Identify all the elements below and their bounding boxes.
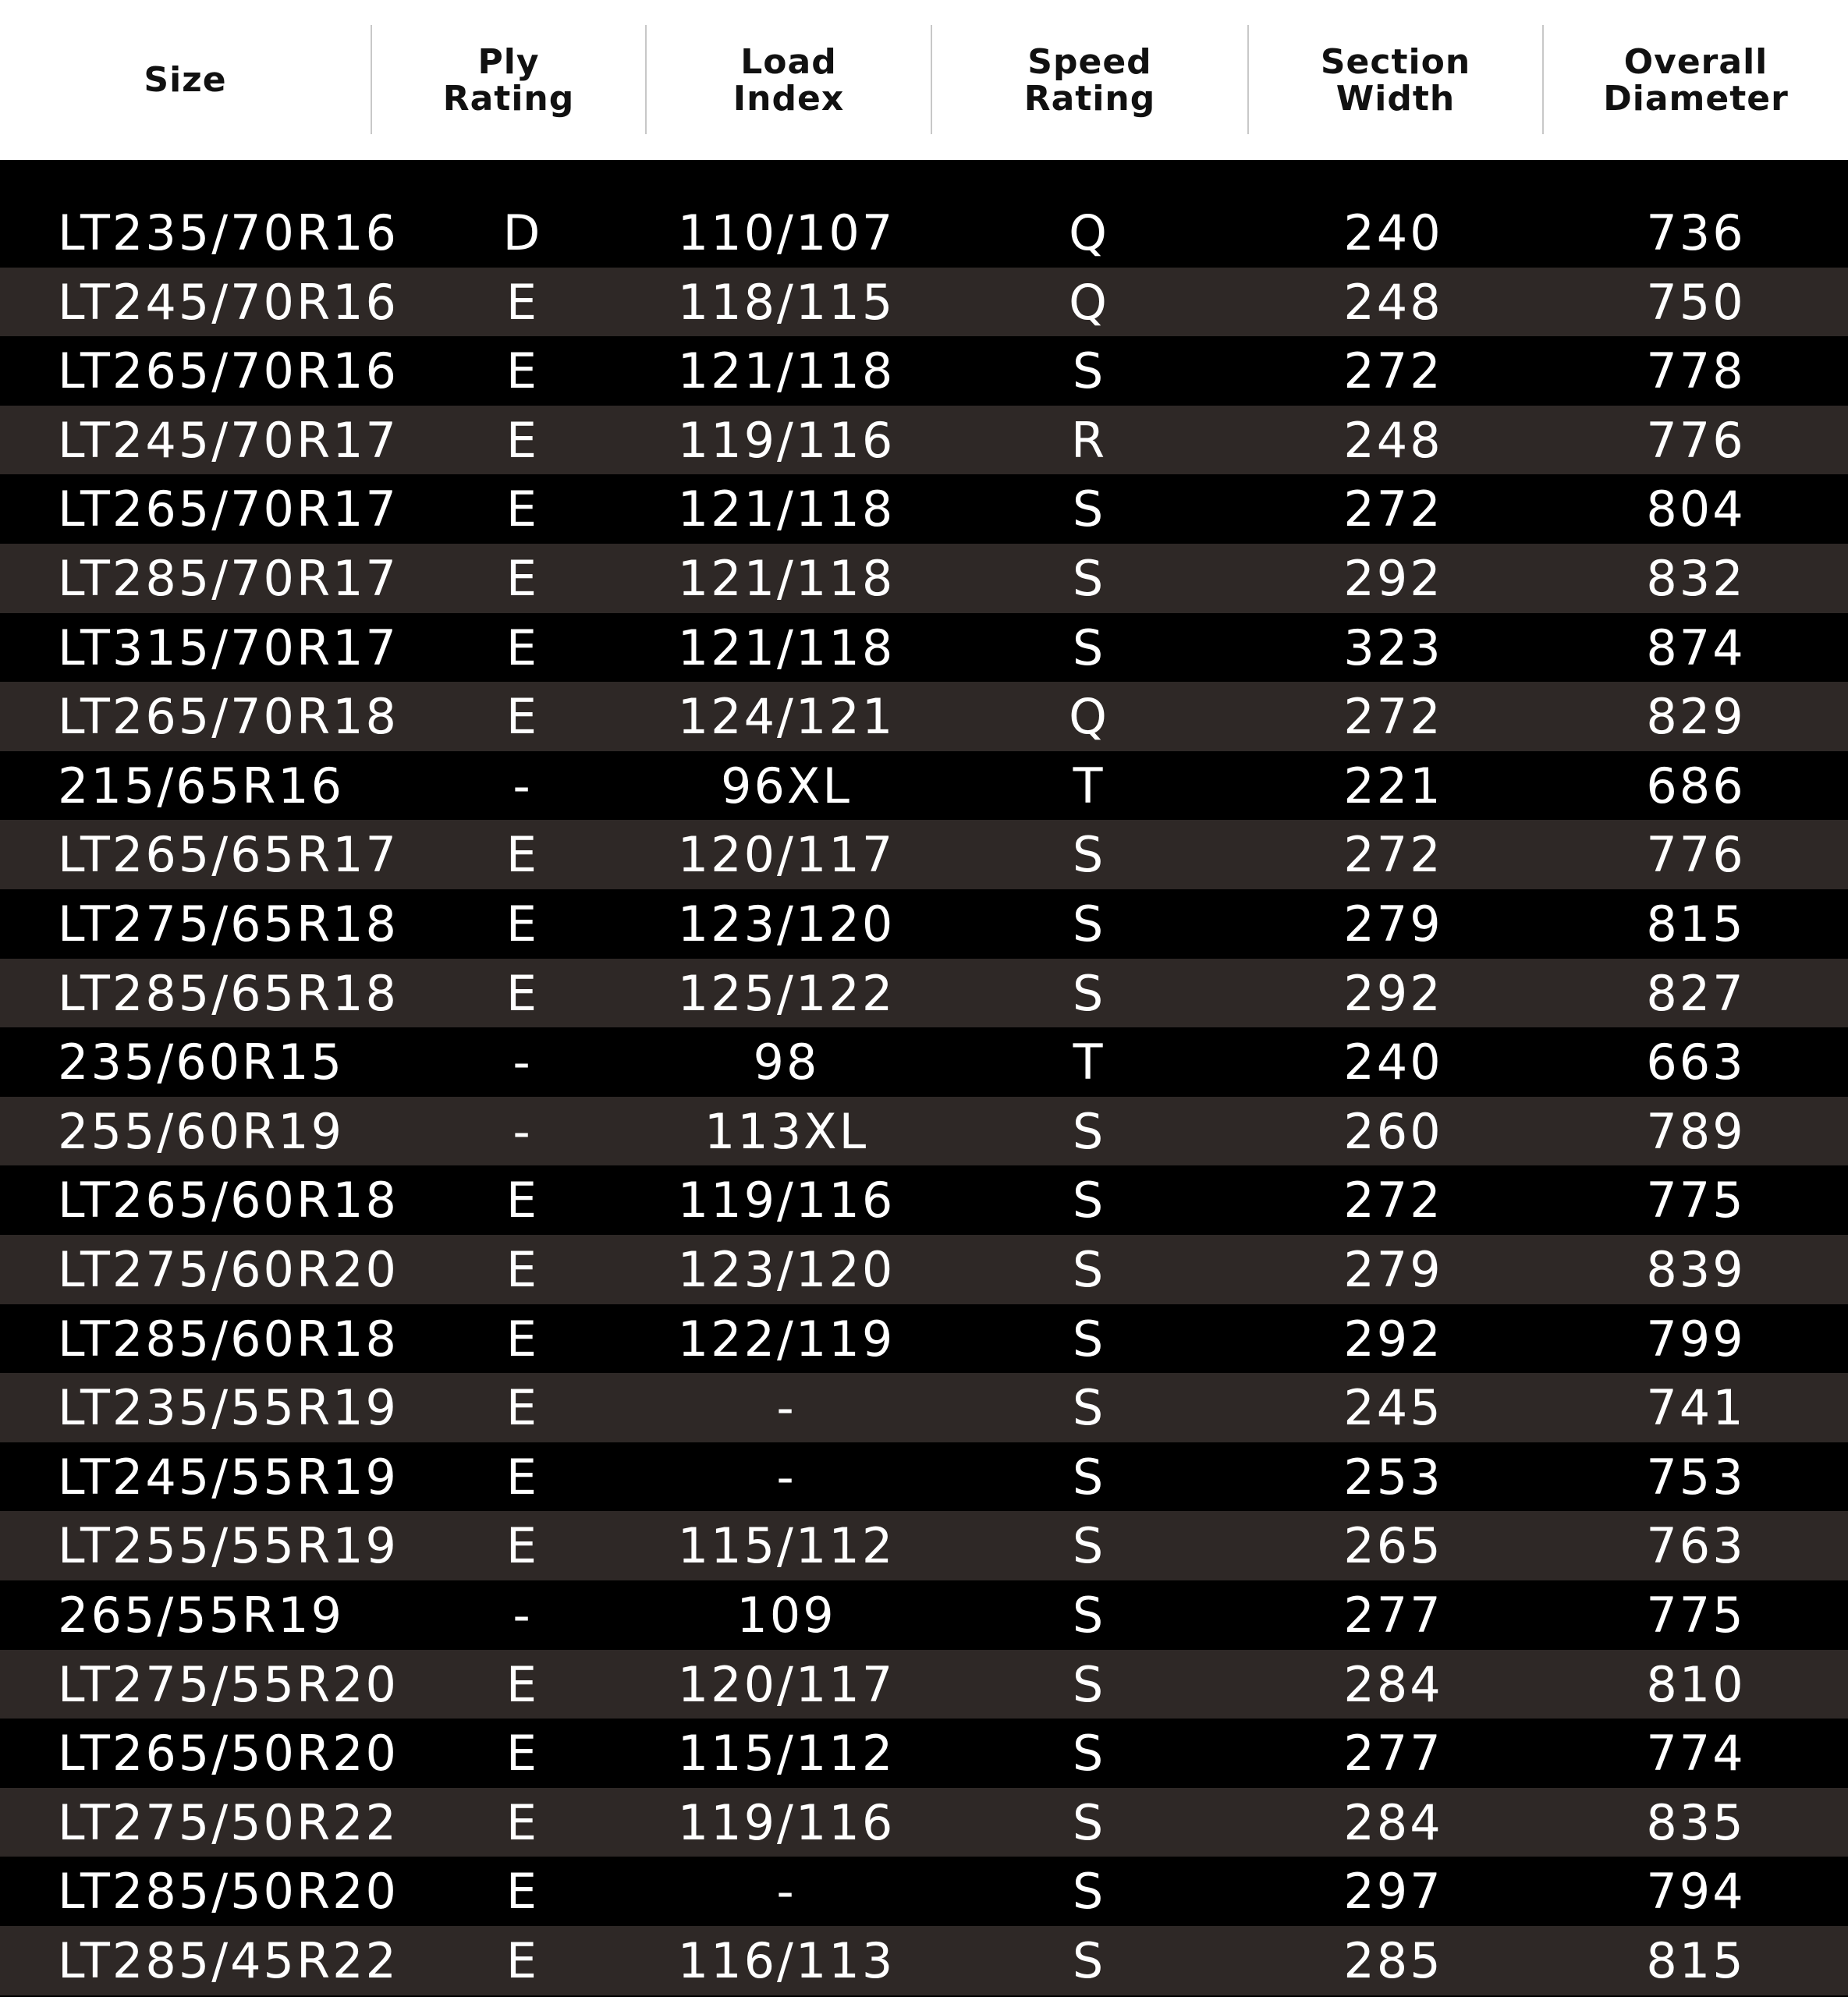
cell-ply-rating: - bbox=[513, 757, 533, 814]
cell-section-width: 277 bbox=[1343, 1725, 1443, 1782]
table-row bbox=[0, 1027, 1848, 1097]
cell-ply-rating: E bbox=[505, 1517, 540, 1574]
table-row bbox=[0, 406, 1848, 475]
cell-size: LT285/70R17 bbox=[58, 550, 399, 607]
cell-overall-diameter: 832 bbox=[1646, 550, 1746, 607]
cell-overall-diameter: 829 bbox=[1646, 688, 1746, 745]
cell-section-width: 279 bbox=[1343, 1241, 1443, 1298]
cell-size: LT235/55R19 bbox=[58, 1379, 399, 1436]
cell-size: LT315/70R17 bbox=[58, 619, 399, 676]
table-row bbox=[0, 1165, 1848, 1235]
cell-ply-rating: E bbox=[505, 826, 540, 883]
cell-ply-rating: E bbox=[505, 481, 540, 537]
cell-overall-diameter: 810 bbox=[1646, 1656, 1746, 1713]
cell-ply-rating: E bbox=[505, 965, 540, 1022]
table-row bbox=[0, 1304, 1848, 1374]
cell-overall-diameter: 874 bbox=[1646, 619, 1746, 676]
cell-section-width: 248 bbox=[1343, 274, 1443, 331]
cell-ply-rating: E bbox=[505, 619, 540, 676]
header-size: Size bbox=[144, 60, 227, 100]
cell-overall-diameter: 663 bbox=[1646, 1034, 1746, 1091]
cell-load-index: - bbox=[776, 1863, 796, 1920]
cell-load-index: 113XL bbox=[704, 1103, 869, 1160]
cell-ply-rating: E bbox=[505, 1863, 540, 1920]
cell-size: LT285/45R22 bbox=[58, 1932, 399, 1989]
cell-speed-rating: T bbox=[1073, 757, 1105, 814]
cell-ply-rating: - bbox=[513, 1587, 533, 1644]
cell-load-index: 125/122 bbox=[677, 965, 896, 1022]
cell-speed-rating: S bbox=[1072, 896, 1106, 952]
cell-overall-diameter: 799 bbox=[1646, 1311, 1746, 1367]
cell-load-index: - bbox=[776, 1379, 796, 1436]
cell-section-width: 292 bbox=[1343, 1311, 1443, 1367]
cell-load-index: 121/118 bbox=[677, 342, 896, 399]
cell-size: LT275/65R18 bbox=[58, 896, 399, 952]
cell-section-width: 272 bbox=[1343, 481, 1443, 537]
cell-size: 235/60R15 bbox=[58, 1034, 345, 1091]
cell-ply-rating: E bbox=[505, 1449, 540, 1506]
cell-section-width: 272 bbox=[1343, 342, 1443, 399]
cell-section-width: 292 bbox=[1343, 550, 1443, 607]
cell-section-width: 297 bbox=[1343, 1863, 1443, 1920]
table-row bbox=[0, 1580, 1848, 1650]
cell-load-index: 109 bbox=[736, 1587, 836, 1644]
cell-section-width: 245 bbox=[1343, 1379, 1443, 1436]
cell-load-index: - bbox=[776, 1449, 796, 1506]
cell-overall-diameter: 774 bbox=[1646, 1725, 1746, 1782]
cell-section-width: 240 bbox=[1343, 1034, 1443, 1091]
table-row bbox=[0, 198, 1848, 268]
cell-overall-diameter: 741 bbox=[1646, 1379, 1746, 1436]
cell-size: LT275/55R20 bbox=[58, 1656, 399, 1713]
cell-overall-diameter: 686 bbox=[1646, 757, 1746, 814]
cell-speed-rating: S bbox=[1072, 550, 1106, 607]
cell-ply-rating: E bbox=[505, 688, 540, 745]
cell-load-index: 120/117 bbox=[677, 826, 896, 883]
header-overall-diameter: Overall Diameter bbox=[1603, 41, 1789, 119]
table-row bbox=[0, 1442, 1848, 1512]
cell-overall-diameter: 778 bbox=[1646, 342, 1746, 399]
cell-speed-rating: S bbox=[1072, 619, 1106, 676]
table-body bbox=[0, 160, 1848, 1997]
cell-ply-rating: E bbox=[505, 1656, 540, 1713]
cell-ply-rating: E bbox=[505, 1241, 540, 1298]
cell-speed-rating: S bbox=[1072, 1794, 1106, 1851]
table-row bbox=[0, 1719, 1848, 1788]
cell-size: LT265/70R18 bbox=[58, 688, 399, 745]
header-speed-rating: Speed Rating bbox=[1023, 41, 1156, 119]
cell-size: LT235/70R16 bbox=[58, 204, 399, 261]
cell-overall-diameter: 789 bbox=[1646, 1103, 1746, 1160]
cell-section-width: 292 bbox=[1343, 965, 1443, 1022]
cell-ply-rating: - bbox=[513, 1034, 533, 1091]
cell-load-index: 123/120 bbox=[677, 1241, 896, 1298]
cell-overall-diameter: 750 bbox=[1646, 274, 1746, 331]
cell-speed-rating: S bbox=[1072, 1517, 1106, 1574]
table-row bbox=[0, 613, 1848, 683]
cell-size: LT275/60R20 bbox=[58, 1241, 399, 1298]
cell-speed-rating: S bbox=[1072, 1172, 1106, 1229]
cell-size: LT285/65R18 bbox=[58, 965, 399, 1022]
cell-size: LT245/70R17 bbox=[58, 412, 399, 469]
cell-load-index: 121/118 bbox=[677, 550, 896, 607]
table-row bbox=[0, 1788, 1848, 1857]
cell-section-width: 221 bbox=[1343, 757, 1443, 814]
cell-ply-rating: E bbox=[505, 342, 540, 399]
cell-load-index: 119/116 bbox=[677, 1794, 896, 1851]
table-row bbox=[0, 751, 1848, 821]
cell-ply-rating: E bbox=[505, 1172, 540, 1229]
table-row bbox=[0, 959, 1848, 1028]
cell-speed-rating: T bbox=[1073, 1034, 1105, 1091]
cell-overall-diameter: 736 bbox=[1646, 204, 1746, 261]
table-row bbox=[0, 1235, 1848, 1304]
cell-section-width: 284 bbox=[1343, 1794, 1443, 1851]
table-row bbox=[0, 1857, 1848, 1926]
header-load-index: Load Index bbox=[732, 41, 845, 119]
header-section-width: Section Width bbox=[1320, 41, 1471, 119]
cell-overall-diameter: 827 bbox=[1646, 965, 1746, 1022]
cell-speed-rating: Q bbox=[1069, 204, 1109, 261]
cell-size: 215/65R16 bbox=[58, 757, 345, 814]
cell-size: LT285/60R18 bbox=[58, 1311, 399, 1367]
cell-section-width: 277 bbox=[1343, 1587, 1443, 1644]
cell-overall-diameter: 815 bbox=[1646, 896, 1746, 952]
table-row bbox=[0, 544, 1848, 613]
table-row bbox=[0, 268, 1848, 337]
cell-load-index: 121/118 bbox=[677, 481, 896, 537]
cell-speed-rating: S bbox=[1072, 1725, 1106, 1782]
cell-load-index: 121/118 bbox=[677, 619, 896, 676]
cell-ply-rating: - bbox=[513, 1103, 533, 1160]
cell-overall-diameter: 775 bbox=[1646, 1172, 1746, 1229]
cell-ply-rating: E bbox=[505, 1794, 540, 1851]
table-row bbox=[0, 1650, 1848, 1719]
cell-ply-rating: E bbox=[505, 1932, 540, 1989]
table-row bbox=[0, 1926, 1848, 1995]
cell-overall-diameter: 835 bbox=[1646, 1794, 1746, 1851]
cell-load-index: 115/112 bbox=[677, 1725, 896, 1782]
cell-speed-rating: S bbox=[1072, 1449, 1106, 1506]
cell-load-index: 116/113 bbox=[677, 1932, 896, 1989]
cell-overall-diameter: 763 bbox=[1646, 1517, 1746, 1574]
cell-section-width: 272 bbox=[1343, 688, 1443, 745]
cell-ply-rating: E bbox=[505, 1379, 540, 1436]
cell-speed-rating: S bbox=[1072, 1311, 1106, 1367]
cell-size: LT265/50R20 bbox=[58, 1725, 399, 1782]
cell-speed-rating: R bbox=[1070, 412, 1108, 469]
cell-load-index: 118/115 bbox=[677, 274, 896, 331]
cell-section-width: 323 bbox=[1343, 619, 1443, 676]
cell-load-index: 115/112 bbox=[677, 1517, 896, 1574]
cell-section-width: 253 bbox=[1343, 1449, 1443, 1506]
table-row bbox=[0, 1097, 1848, 1166]
cell-size: LT265/60R18 bbox=[58, 1172, 399, 1229]
table-row bbox=[0, 889, 1848, 959]
cell-speed-rating: S bbox=[1072, 1656, 1106, 1713]
table-row bbox=[0, 820, 1848, 889]
cell-load-index: 120/117 bbox=[677, 1656, 896, 1713]
cell-section-width: 279 bbox=[1343, 896, 1443, 952]
cell-size: LT265/70R17 bbox=[58, 481, 399, 537]
cell-size: LT255/55R19 bbox=[58, 1517, 399, 1574]
cell-speed-rating: S bbox=[1072, 1587, 1106, 1644]
cell-load-index: 124/121 bbox=[677, 688, 896, 745]
cell-overall-diameter: 776 bbox=[1646, 826, 1746, 883]
cell-ply-rating: E bbox=[505, 274, 540, 331]
cell-load-index: 96XL bbox=[721, 757, 852, 814]
cell-size: LT265/70R16 bbox=[58, 342, 399, 399]
cell-size: LT245/70R16 bbox=[58, 274, 399, 331]
table-row bbox=[0, 1373, 1848, 1442]
cell-speed-rating: S bbox=[1072, 1379, 1106, 1436]
table-row bbox=[0, 1511, 1848, 1580]
cell-load-index: 119/116 bbox=[677, 412, 896, 469]
cell-overall-diameter: 776 bbox=[1646, 412, 1746, 469]
cell-load-index: 98 bbox=[753, 1034, 820, 1091]
cell-section-width: 284 bbox=[1343, 1656, 1443, 1713]
cell-overall-diameter: 753 bbox=[1646, 1449, 1746, 1506]
cell-overall-diameter: 804 bbox=[1646, 481, 1746, 537]
table-header bbox=[0, 0, 1848, 160]
cell-section-width: 272 bbox=[1343, 1172, 1443, 1229]
cell-speed-rating: S bbox=[1072, 481, 1106, 537]
cell-speed-rating: S bbox=[1072, 1103, 1106, 1160]
table-row bbox=[0, 336, 1848, 406]
cell-ply-rating: E bbox=[505, 896, 540, 952]
cell-speed-rating: S bbox=[1072, 826, 1106, 883]
cell-speed-rating: S bbox=[1072, 1932, 1106, 1989]
cell-load-index: 122/119 bbox=[677, 1311, 896, 1367]
cell-load-index: 110/107 bbox=[677, 204, 896, 261]
cell-speed-rating: S bbox=[1072, 1241, 1106, 1298]
cell-ply-rating: E bbox=[505, 412, 540, 469]
cell-overall-diameter: 794 bbox=[1646, 1863, 1746, 1920]
cell-speed-rating: Q bbox=[1069, 688, 1109, 745]
table-row bbox=[0, 682, 1848, 751]
cell-ply-rating: E bbox=[505, 550, 540, 607]
cell-section-width: 265 bbox=[1343, 1517, 1443, 1574]
cell-load-index: 119/116 bbox=[677, 1172, 896, 1229]
cell-speed-rating: S bbox=[1072, 965, 1106, 1022]
cell-size: LT265/65R17 bbox=[58, 826, 399, 883]
cell-size: 265/55R19 bbox=[58, 1587, 345, 1644]
cell-load-index: 123/120 bbox=[677, 896, 896, 952]
cell-speed-rating: Q bbox=[1069, 274, 1109, 331]
cell-size: LT275/50R22 bbox=[58, 1794, 399, 1851]
cell-size: LT245/55R19 bbox=[58, 1449, 399, 1506]
cell-overall-diameter: 839 bbox=[1646, 1241, 1746, 1298]
table-row bbox=[0, 474, 1848, 544]
cell-overall-diameter: 775 bbox=[1646, 1587, 1746, 1644]
header-ply-rating: Ply Rating bbox=[442, 41, 575, 119]
cell-size: LT285/50R20 bbox=[58, 1863, 399, 1920]
cell-ply-rating: E bbox=[505, 1725, 540, 1782]
cell-ply-rating: D bbox=[502, 204, 543, 261]
cell-speed-rating: S bbox=[1072, 342, 1106, 399]
cell-ply-rating: E bbox=[505, 1311, 540, 1367]
cell-section-width: 272 bbox=[1343, 826, 1443, 883]
cell-overall-diameter: 815 bbox=[1646, 1932, 1746, 1989]
cell-section-width: 240 bbox=[1343, 204, 1443, 261]
cell-section-width: 260 bbox=[1343, 1103, 1443, 1160]
cell-section-width: 285 bbox=[1343, 1932, 1443, 1989]
cell-section-width: 248 bbox=[1343, 412, 1443, 469]
cell-speed-rating: S bbox=[1072, 1863, 1106, 1920]
cell-size: 255/60R19 bbox=[58, 1103, 345, 1160]
